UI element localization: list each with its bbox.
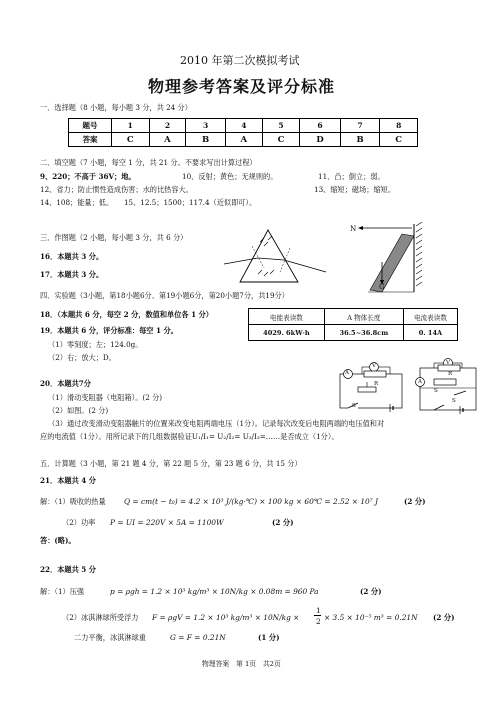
q22-part2-fraction-bar [314,615,321,616]
fill-answer-11: 11、凸；倒立；弱。 [318,172,385,181]
answer-table-cell: 5 [262,119,300,133]
q22-part3-score: (1 分) [258,633,280,642]
meter-table-value: 36.5~36.8cm [324,325,403,341]
q22-note: 22．本题共 5 分 [40,565,96,574]
circuit-2-voltmeter-label: V [446,360,450,366]
section-4-heading: 四．实验题（3小题，第18小题6分、第19小题6分，第20小题7分，共19分） [40,291,289,300]
fill-answer-10: 10、反射；黄色；无规则的。 [182,172,278,181]
q22-part2-formula-b: × 3.5 × 10⁻⁵ m³ = 0.21N [324,613,418,622]
q19-note: 19．本题共 6 分，评分标准：每空 1 分。 [40,326,178,335]
q22-part1-label: 解：（1）压强 [40,587,85,596]
q20-answer-1: （1）滑动变阻器（电阻箱）。(2 分) [48,393,163,402]
q21-part2-score: (2 分) [272,518,294,527]
answer-table-cell: 1 [112,119,150,133]
answer-table-row-label: 答案 [69,133,112,147]
meter-table-header: 电流表读数 [403,309,457,325]
answer-table-cell: 8 [380,119,418,133]
prism-diagram [222,226,330,286]
answer-table [68,118,418,147]
answer-table-cell: 6 [300,119,341,133]
q22-part2-fraction-numerator: 1 [316,606,321,615]
page-title: 物理参考答案及评分标准 [148,77,336,96]
q22-part3-formula: G = F = 0.21N [170,633,226,642]
q19-answer-2: （2）右；放大；D。 [48,353,116,362]
circuit-diagram-2 [414,358,484,414]
circuit-1-switch-label: S [352,403,356,409]
answer-table-cell: D [300,133,341,147]
force-label-n: N [350,224,357,233]
q22-part1-formula: p = ρgh = 1.2 × 10³ kg/m³ × 10N/kg × 0.08m = 960 Pa [110,587,319,596]
answer-table-cell: C [112,133,150,147]
circuit-2-ammeter-label: A [418,379,422,385]
answer-table-cell: C [380,133,418,147]
circuit-2-switch-label-1: S [434,388,438,394]
fill-answer-9: 9、220；不高于 36V；地。 [40,172,136,181]
meter-table-value-row [249,325,458,341]
answer-table-cell: A [225,133,262,147]
fill-answer-13: 13、缩短；磁场；缩短。 [314,185,396,194]
q20-answer-3a: （3）通过改变滑动变阻器触片的位置来改变电阻两端电压（1分）。记录每次改变后电阻两端的电压值和对 [48,419,385,428]
answer-table-number-row [69,119,418,133]
fill-answer-12: 12、省力；防止惯性造成伤害；水的比热容大。 [40,185,193,194]
meter-table-header: A 物体长度 [324,309,403,325]
answer-table-cell: B [186,133,226,147]
force-label-g: G [379,282,385,291]
q20-answer-3b: 应的电流值（1分）。用所记录下的几组数据验证U₁/I₁= U₂/I₂= U₃/I₃=……是否成立（1分）。 [40,432,339,441]
answer-table-answer-row [69,133,418,147]
circuit-1-resistor-label: R [374,381,379,387]
answer-table-cell: 4 [225,119,262,133]
meter-table-header-row [249,309,458,325]
meter-reading-table [248,308,458,341]
q21-part1-formula: Q = cm(t − t₀) = 4.2 × 10³ J/(kg·℃) × 100 kg × 60℃ = 2.52 × 10⁷ J [124,497,378,506]
circuit-2-switch-label-2: S [452,398,456,404]
answer-table-cell: 3 [186,119,226,133]
answer-table-cell: 2 [149,119,186,133]
q18-note: 18．（本题共 6 分，每空 2 分，数值和单位各 1 分） [40,310,213,319]
q21-part1-label: 解：（1）吸收的热量 [40,497,106,506]
answer-table-row-label: 题号 [69,119,112,133]
q17-note: 17．本题共 3 分。 [40,270,104,279]
q22-part3-label: 二力平衡，冰淇淋球重 [74,633,146,642]
q20-answer-2: （2）如图。(2 分) [48,406,109,415]
meter-table-value: 0. 14A [403,325,457,341]
circuit-1-voltmeter-label: V [372,363,376,369]
q16-note: 16．本题共 3 分。 [40,252,104,261]
page-footer: 物理答案 第 1页 共2页 [202,660,281,668]
q21-answer: 答：(略)。 [40,536,76,545]
q21-part2-label: （2）功率 [62,518,96,527]
meter-table-header: 电能表读数 [249,309,325,325]
q21-part1-score: (2 分) [404,497,426,506]
circuit-2-resistor-label: R [448,371,453,377]
answer-table-cell: A [149,133,186,147]
section-3-heading: 三．作图题（2 小题，每小题 3 分，共 6 分） [40,233,188,242]
fill-answer-14-15: 14、108；能量；低。 15、12.5；1500；117.4（近似即可）。 [40,198,257,207]
q21-part2-formula: P = UI = 220V × 5A = 1100W [110,518,224,527]
q22-part2-fraction-denominator: 2 [316,617,321,626]
section-1-heading: 一．选择题（8 小题，每小题 3 分，共 24 分） [40,103,192,112]
circuit-1-ammeter-label: A [345,370,349,376]
q22-part1-score: (2 分) [360,587,382,596]
answer-table-cell: C [262,133,300,147]
q22-part2-score: (2 分) [433,613,455,622]
answer-table-cell: 7 [340,119,380,133]
q21-note: 21．本题共 4 分 [40,476,96,485]
q20-note: 20．本题共7分 [40,379,91,388]
section-5-heading: 五．计算题（3 小题，第 21 题 4 分，第 22 题 5 分，第 23 题 6 分，共 15 分） [40,459,302,468]
q22-part2-formula-a: F = ρgV = 1.2 × 10³ kg/m³ × 10N/kg × [152,613,300,622]
q19-answer-1: （1）零刻度；左；124.0g。 [48,340,143,349]
section-2-heading: 二．填空题（7 小题，每空 1 分，共 21 分。不要求写出计算过程） [40,158,257,167]
exam-title: 2010 年第二次模拟考试 [180,54,300,67]
meter-table-value: 4029. 6kW·h [249,325,325,341]
answer-table-cell: B [340,133,380,147]
q22-part2-label: （2）冰淇淋球所受浮力 [62,613,139,622]
